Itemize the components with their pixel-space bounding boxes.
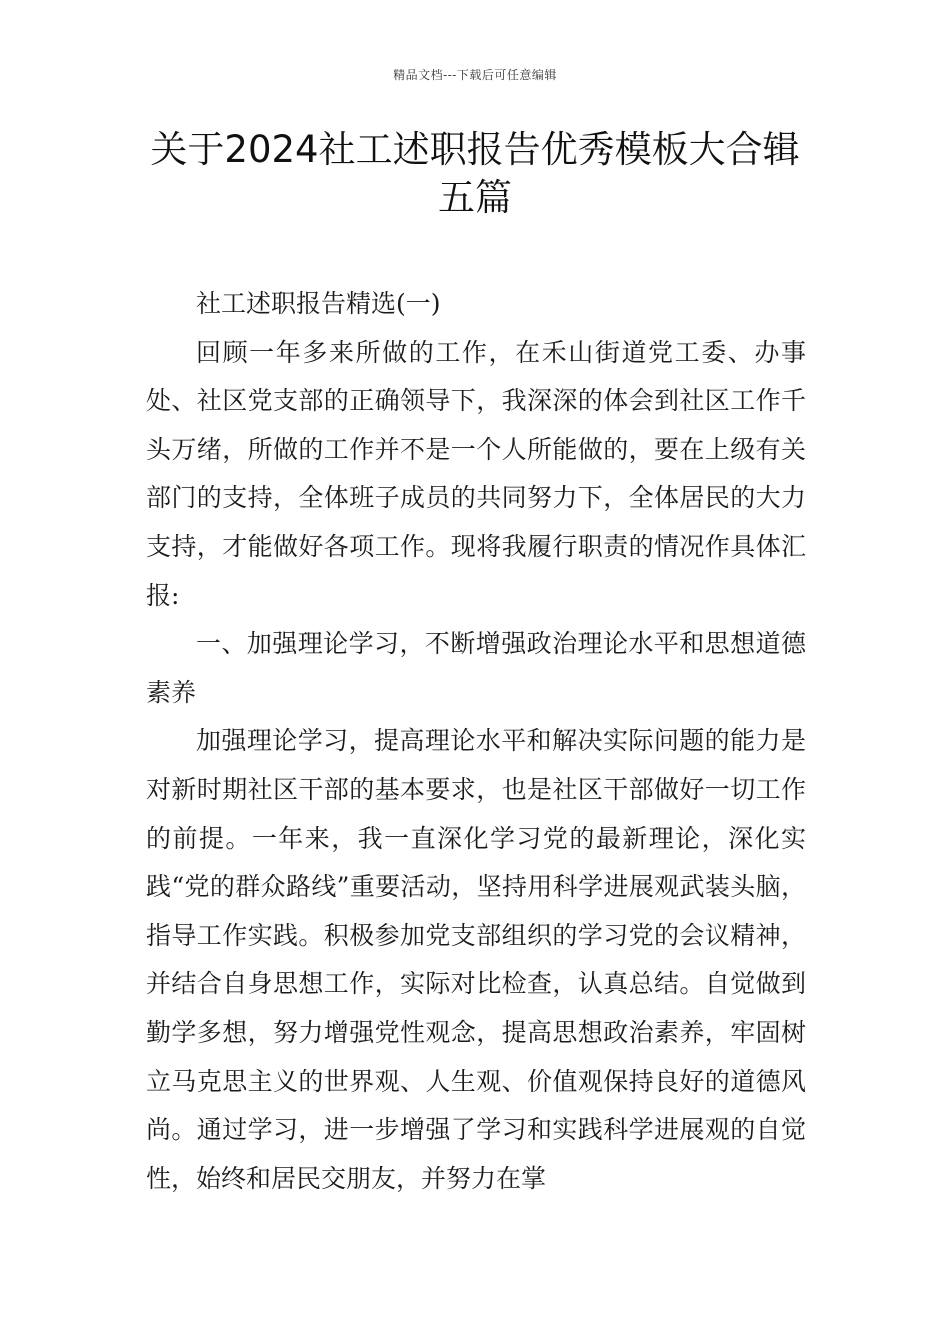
subsection-heading: 一、加强理论学习，不断增强政治理论水平和思想道德素养 — [146, 629, 806, 707]
page-header: 精品文档---下载后可任意编辑 — [393, 68, 557, 82]
section-heading: 社工述职报告精选(一) — [196, 289, 441, 318]
paragraph: 回顾一年多来所做的工作，在禾山街道党工委、办事处、社区党支部的正确领导下，我深深的体会到社区工作千头万绪，所做的工作并不是一个人所能做的，要在上级有关部门的支持，全体班子成员的共同努力下，全体居民的大力支持，才能做好各项工作。现将我履行职责的情况作具体汇报: — [146, 337, 806, 610]
paragraph: 加强理论学习，提高理论水平和解决实际问题的能力是对新时期社区干部的基本要求，也是社区干部做好一切工作的前提。一年来，我一直深化学习党的最新理论，深化实践“党的群众路线”重要活动，坚持用科学进展观武装头脑，指导工作实践。积极参加党支部组织的学习党的会议精神，并结合自身思想工作，实际对比检查，认真总结。自觉做到勤学多想，努力增强党性观念，提高思想政治素养，牢固树立马克思主义的世界观、人生观、价值观保持良好的道德风尚。通过学习，进一步增强了学习和实践科学进展观的自觉性，始终和居民交朋友，并努力在掌 — [146, 726, 806, 1193]
document-body — [146, 280, 806, 1203]
document-title: 关于2024社工述职报告优秀模板大合辑五篇 — [150, 128, 800, 219]
